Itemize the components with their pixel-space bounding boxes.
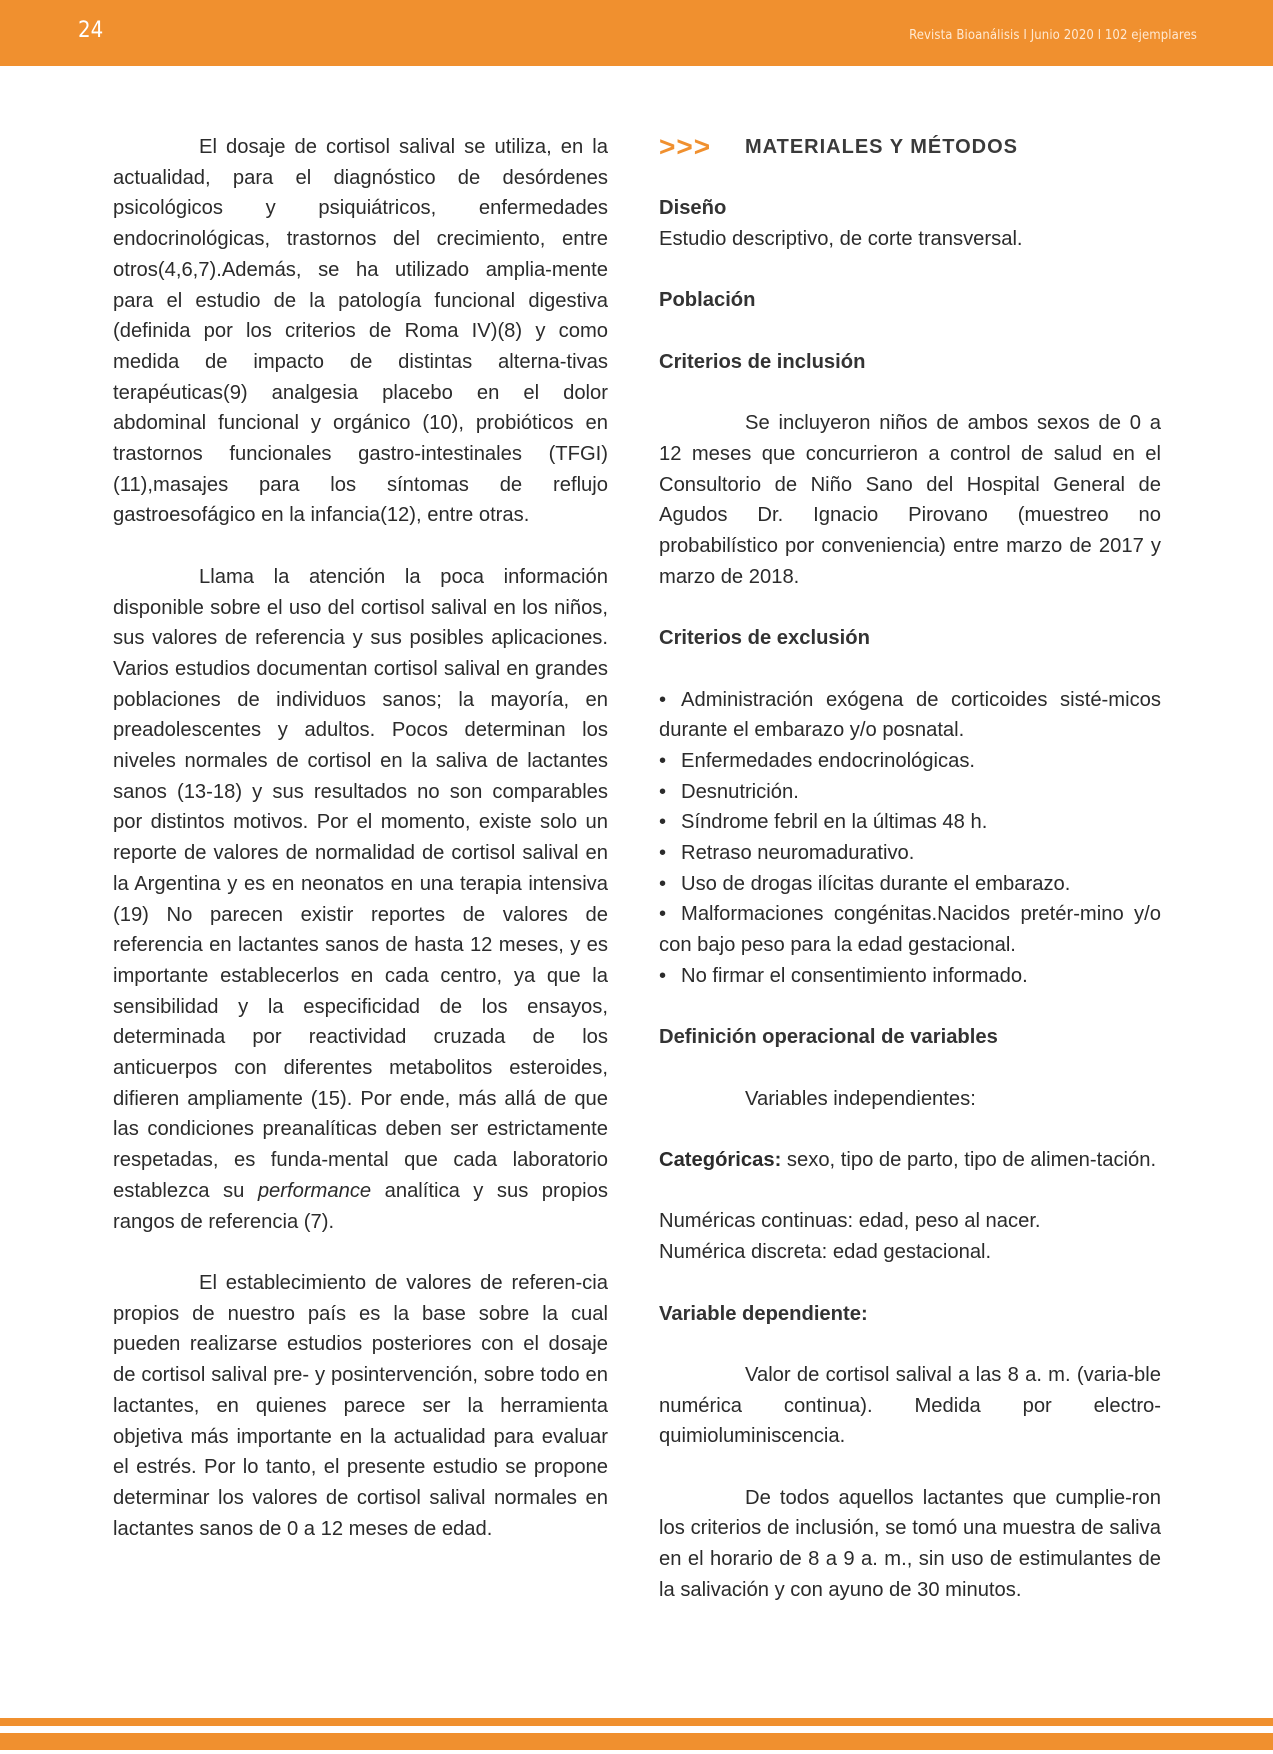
list-item: [659, 746, 1161, 777]
list-item-text: Desnutrición.: [681, 780, 799, 803]
list-item-text: No firmar el consentimiento informado.: [681, 964, 1028, 987]
dependiente-text: Valor de cortisol salival a las 8 a. m. (varia-ble numérica continua). Medida por electro-quimioluminiscencia.: [659, 1363, 1161, 1448]
bullet-icon: •: [659, 842, 667, 865]
paragraph-text: Llama la atención la poca información disponible sobre el uso del cortisol salival en los niños, sus valores de referencia y sus posibles aplicaciones. Varios estudios documentan cortisol salival en grandes poblaciones de individuos sanos; la mayoría, en preadolescentes y adultos. Pocos determinan los niveles normales de cortisol en la saliva de lactantes sanos (13-18) y sus resultados no son comparables por distintos motivos. Por el momento, existe solo un reporte de valores de normalidad de cortisol salival en la Argentina y es en neonatos en una terapia intensiva (19) No parecen existir reportes de valores de referencia en lactantes sanos de hasta 12 meses, y es importante establecerlos en cada centro, ya que la sensibilidad y la especificidad de los ensayos, determinada por reactividad cruzada de los anticuerpos con diferentes metabolitos esteroides, difieren ampliamente (15). Por ende, más allá de que las condiciones preanalíticas deben ser estrictamente respetadas, es funda-mental que cada laboratorio establezca su: [113, 565, 608, 1202]
exclusion-heading: Criterios de exclusión: [659, 627, 870, 650]
list-item-text: Administración exógena de corticoides sisté-micos durante el embarazo y/o posnatal.: [659, 688, 1161, 742]
publication-info: Revista Bioanálisis I Junio 2020 l 102 ejemplares: [909, 28, 1197, 43]
paragraph-intro-cortisol: El dosaje de cortisol salival se utiliza, en la actualidad, para el diagnóstico de desórdenes psicológicos y psiquiátricos, enfermedades endocrinológicas, trastornos del crecimiento, entre otros(4,6,7).Además, se ha utilizado amplia-mente para el estudio de la patología funcional digestiva (definida por los criterios de Roma IV)(8) y como medida de impacto de distintas alterna-tivas terapéuticas(9) analgesia placebo en el dolor abdominal funcional y orgánico (10), probióticos en trastornos funcionales gastro-intestinales (TFGI)(11),masajes para los síntomas de reflujo gastroesofágico en la infancia(12), entre otras.: [113, 136, 608, 527]
poblacion-heading: Población: [659, 289, 756, 312]
paragraph-study-purpose: El establecimiento de valores de referen-cia propios de nuestro país es la base sobre la cual pueden realizarse estudios posteriores con el dosaje de cortisol salival pre- y posintervención, sobre todo en lactantes, en quienes parece ser la herramienta objetiva más importante en la actualidad para evaluar el estrés. Por lo tanto, el presente estudio se propone determinar los valores de cortisol salival normales en lactantes sanos de 0 a 12 meses de edad.: [113, 1271, 608, 1540]
paragraph-text-end: analítica y sus propios rangos de referencia (7).: [113, 1179, 608, 1233]
footer-stripe-thick: [0, 1733, 1273, 1750]
bullet-icon: •: [659, 964, 667, 987]
list-item-text: Enfermedades endocrinológicas.: [681, 749, 976, 772]
inclusion-heading: Criterios de inclusión: [659, 350, 866, 373]
list-item: [659, 961, 1161, 992]
list-item-text: Retraso neuromadurativo.: [681, 842, 915, 865]
bullet-icon: •: [659, 903, 667, 926]
list-item: [659, 838, 1161, 869]
list-item-text: Uso de drogas ilícitas durante el embarazo.: [681, 872, 1071, 895]
list-item: [659, 685, 1161, 746]
list-item-text: Síndrome febril en la últimas 48 h.: [681, 811, 988, 834]
page-number: 24: [78, 18, 104, 43]
section-heading: [659, 132, 1161, 163]
list-item: [659, 899, 1161, 960]
muestra-text: De todos aquellos lactantes que cumplie-ron los criterios de inclusión, se tomó una muestra de saliva en el horario de 8 a 9 a. m., sin uso de estimulantes de la salivación y con ayuno de 30 minutos.: [659, 1486, 1161, 1601]
footer-stripe-thin: [0, 1718, 1273, 1726]
chevrons-icon: >>>: [659, 131, 712, 163]
diseno-heading: Diseño: [659, 197, 727, 220]
categoricas-label: Categóricas:: [659, 1149, 782, 1172]
independientes-label: Variables independientes:: [745, 1087, 976, 1110]
italic-term: performance: [257, 1179, 372, 1202]
header-bar: [0, 0, 1273, 66]
bullet-icon: •: [659, 749, 667, 772]
definicion-heading: Definición operacional de variables: [659, 1026, 998, 1049]
right-column: [659, 132, 1161, 1606]
list-item: [659, 807, 1161, 838]
bullet-icon: •: [659, 780, 667, 803]
diseno-text: Estudio descriptivo, de corte transversal.: [659, 228, 1023, 251]
list-item-text: Malformaciones congénitas.Nacidos pretér-mino y/o con bajo peso para la edad gestacional.: [659, 903, 1161, 957]
list-item: [659, 777, 1161, 808]
inclusion-text: Se incluyeron niños de ambos sexos de 0 a 12 meses que concurrieron a control de salud en el Consultorio de Niño Sano del Hospital General de Agudos Dr. Ignacio Pirovano (muestreo no probabilístico por conveniencia) entre marzo de 2017 y marzo de 2018.: [659, 412, 1161, 588]
paragraph-reference-values: [113, 562, 608, 1237]
exclusion-list: [659, 685, 1161, 992]
numerica-discreta: Numérica discreta: edad gestacional.: [659, 1241, 992, 1264]
left-column: [113, 132, 608, 1544]
bullet-icon: •: [659, 872, 667, 895]
categoricas-paragraph: [659, 1145, 1161, 1176]
dependiente-heading: Variable dependiente:: [659, 1302, 868, 1325]
list-item: [659, 869, 1161, 900]
categoricas-text: sexo, tipo de parto, tipo de alimen-tación.: [781, 1149, 1157, 1172]
numericas-continuas: Numéricas continuas: edad, peso al nacer.: [659, 1210, 1041, 1233]
bullet-icon: •: [659, 688, 667, 711]
bullet-icon: •: [659, 811, 667, 834]
section-title: MATERIALES Y MÉTODOS: [745, 136, 1018, 158]
